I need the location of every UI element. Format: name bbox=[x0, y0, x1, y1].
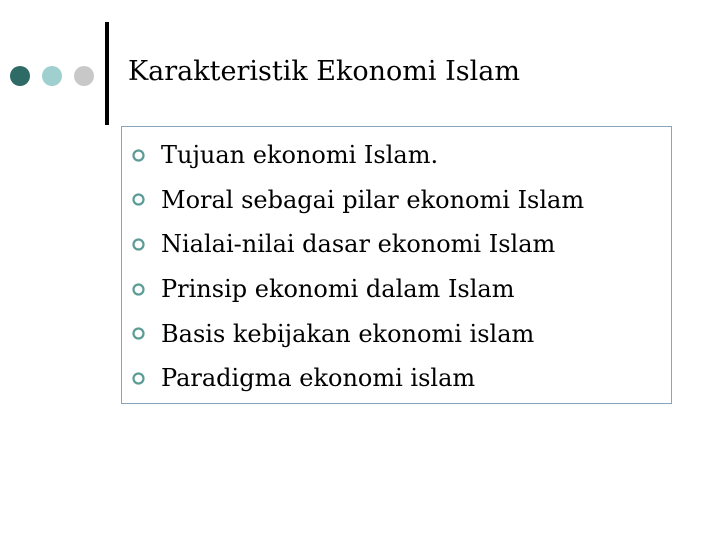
bullet-text: Paradigma ekonomi islam bbox=[161, 364, 476, 393]
bullet-text: Tujuan ekonomi Islam. bbox=[161, 141, 439, 170]
dot-gray bbox=[74, 66, 94, 86]
circle-outline-bullet-icon bbox=[132, 372, 145, 385]
circle-outline-bullet-icon bbox=[132, 238, 145, 251]
bullet-item bbox=[132, 356, 584, 401]
decorative-dots bbox=[10, 66, 96, 86]
circle-outline-bullet-icon bbox=[132, 327, 145, 340]
bullet-item bbox=[132, 311, 584, 356]
circle-outline-bullet-icon bbox=[132, 149, 145, 162]
bullet-list bbox=[132, 133, 584, 401]
bullet-text: Prinsip ekonomi dalam Islam bbox=[161, 275, 515, 304]
bullet-text: Moral sebagai pilar ekonomi Islam bbox=[161, 185, 585, 214]
bullet-text: Basis kebijakan ekonomi islam bbox=[161, 319, 535, 348]
bullet-item bbox=[132, 133, 584, 178]
title-divider bbox=[105, 22, 109, 125]
content-box bbox=[121, 126, 672, 404]
circle-outline-bullet-icon bbox=[132, 193, 145, 206]
bullet-item bbox=[132, 222, 584, 267]
slide-title: Karakteristik Ekonomi Islam bbox=[128, 56, 520, 87]
bullet-item bbox=[132, 178, 584, 223]
bullet-text: Nialai-nilai dasar ekonomi Islam bbox=[161, 230, 556, 259]
circle-outline-bullet-icon bbox=[132, 283, 145, 296]
dot-teal bbox=[42, 66, 62, 86]
bullet-item bbox=[132, 267, 584, 312]
dot-dark bbox=[10, 66, 30, 86]
